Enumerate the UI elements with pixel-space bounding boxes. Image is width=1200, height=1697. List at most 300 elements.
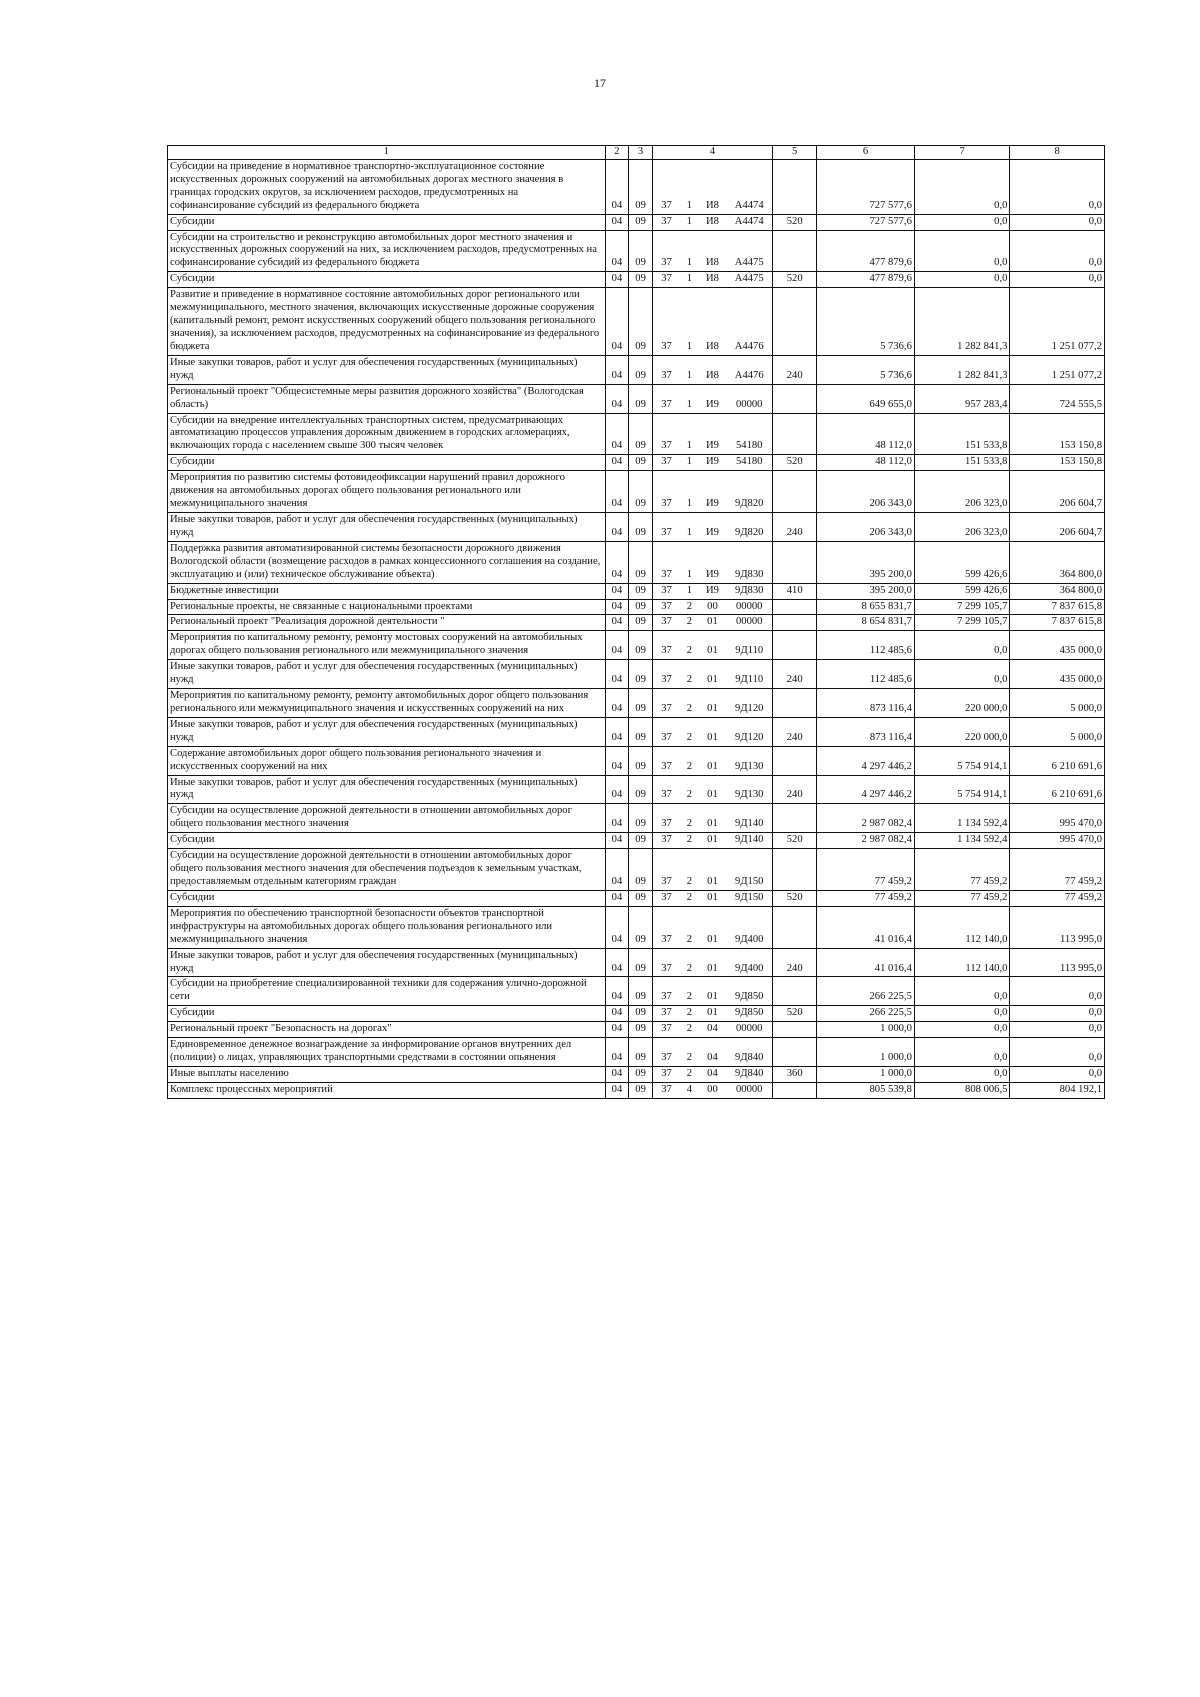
amount-year-3: 0,0 (1010, 272, 1105, 288)
amount-year-3: 77 459,2 (1010, 849, 1105, 891)
project-code: И9 (699, 384, 727, 413)
subsection-code: 09 (629, 599, 653, 615)
amount-year-2: 5 754 914,1 (914, 775, 1010, 804)
program-code: 37 (652, 977, 680, 1006)
row-name: Бюджетные инвестиции (168, 583, 606, 599)
subprogram-code: 4 (680, 1082, 698, 1098)
project-code: 04 (699, 1038, 727, 1067)
subsection-code: 09 (629, 948, 653, 977)
amount-year-3: 364 800,0 (1010, 583, 1105, 599)
subsection-code: 09 (629, 1038, 653, 1067)
direction-code: 9Д110 (726, 660, 772, 689)
program-code: 37 (652, 833, 680, 849)
subsection-code: 09 (629, 689, 653, 718)
section-code: 04 (605, 272, 629, 288)
subsection-code: 09 (629, 660, 653, 689)
project-code: 04 (699, 1067, 727, 1083)
amount-year-3: 1 251 077,2 (1010, 355, 1105, 384)
amount-year-1: 477 879,6 (817, 230, 915, 272)
amount-year-2: 957 283,4 (914, 384, 1010, 413)
program-code: 37 (652, 804, 680, 833)
subprogram-code: 2 (680, 615, 698, 631)
program-code: 37 (652, 689, 680, 718)
section-code: 04 (605, 288, 629, 356)
project-code: 01 (699, 948, 727, 977)
amount-year-1: 2 987 082,4 (817, 804, 915, 833)
amount-year-3: 6 210 691,6 (1010, 746, 1105, 775)
subprogram-code: 2 (680, 977, 698, 1006)
header-row (168, 146, 1105, 160)
expense-type-code: 240 (773, 512, 817, 541)
amount-year-3: 804 192,1 (1010, 1082, 1105, 1098)
project-code: И8 (699, 288, 727, 356)
subprogram-code: 2 (680, 1067, 698, 1083)
row-name: Иные закупки товаров, работ и услуг для обеспечения государственных (муниципальных) нужд (168, 948, 606, 977)
amount-year-2: 0,0 (914, 1006, 1010, 1022)
project-code: И9 (699, 541, 727, 583)
direction-code: 9Д110 (726, 631, 772, 660)
expense-type-code: 240 (773, 775, 817, 804)
program-code: 37 (652, 1067, 680, 1083)
program-code: 37 (652, 1082, 680, 1098)
subprogram-code: 1 (680, 413, 698, 455)
expense-type-code (773, 288, 817, 356)
direction-code: 9Д820 (726, 471, 772, 513)
subsection-code: 09 (629, 455, 653, 471)
expense-type-code (773, 615, 817, 631)
amount-year-1: 77 459,2 (817, 849, 915, 891)
page-number: 17 (594, 76, 606, 90)
amount-year-3: 113 995,0 (1010, 906, 1105, 948)
row-name: Региональный проект "Безопасность на дорогах" (168, 1022, 606, 1038)
project-code: 01 (699, 717, 727, 746)
table-row (168, 214, 1105, 230)
subsection-code: 09 (629, 717, 653, 746)
subsection-code: 09 (629, 272, 653, 288)
direction-code: A4476 (726, 355, 772, 384)
row-name: Поддержка развития автоматизированной системы безопасности дорожного движения Вологодской области (возмещение расходов в рамках концессионного соглашения на создание, эксплуатацию и (или) техническое обслуживание объекта) (168, 541, 606, 583)
row-name: Мероприятия по капитальному ремонту, ремонту мостовых сооружений на автомобильных дорогах общего пользования регионального или межмуниципального значения (168, 631, 606, 660)
project-code: И9 (699, 455, 727, 471)
row-name: Иные закупки товаров, работ и услуг для обеспечения государственных (муниципальных) нужд (168, 512, 606, 541)
section-code: 04 (605, 977, 629, 1006)
amount-year-2: 1 134 592,4 (914, 833, 1010, 849)
amount-year-2: 206 323,0 (914, 512, 1010, 541)
row-name: Комплекс процессных мероприятий (168, 1082, 606, 1098)
subsection-code: 09 (629, 849, 653, 891)
amount-year-1: 206 343,0 (817, 471, 915, 513)
expense-type-code (773, 230, 817, 272)
expense-type-code (773, 977, 817, 1006)
table-body (168, 159, 1105, 1098)
subsection-code: 09 (629, 977, 653, 1006)
section-code: 04 (605, 804, 629, 833)
project-code: 01 (699, 615, 727, 631)
amount-year-1: 805 539,8 (817, 1082, 915, 1098)
direction-code: 9Д400 (726, 948, 772, 977)
amount-year-1: 5 736,6 (817, 288, 915, 356)
direction-code: 9Д830 (726, 583, 772, 599)
amount-year-1: 48 112,0 (817, 455, 915, 471)
amount-year-2: 112 140,0 (914, 906, 1010, 948)
row-name: Иные закупки товаров, работ и услуг для обеспечения государственных (муниципальных) нужд (168, 660, 606, 689)
amount-year-1: 5 736,6 (817, 355, 915, 384)
project-code: 01 (699, 804, 727, 833)
table-row (168, 1082, 1105, 1098)
program-code: 37 (652, 541, 680, 583)
direction-code: A4474 (726, 159, 772, 214)
section-code: 04 (605, 1067, 629, 1083)
subprogram-code: 2 (680, 833, 698, 849)
amount-year-1: 266 225,5 (817, 977, 915, 1006)
subprogram-code: 2 (680, 890, 698, 906)
section-code: 04 (605, 890, 629, 906)
subprogram-code: 1 (680, 214, 698, 230)
direction-code: 9Д850 (726, 977, 772, 1006)
amount-year-2: 77 459,2 (914, 890, 1010, 906)
amount-year-2: 5 754 914,1 (914, 746, 1010, 775)
subprogram-code: 2 (680, 689, 698, 718)
expense-type-code: 520 (773, 833, 817, 849)
subsection-code: 09 (629, 1022, 653, 1038)
subprogram-code: 1 (680, 455, 698, 471)
program-code: 37 (652, 455, 680, 471)
table-row (168, 1067, 1105, 1083)
subprogram-code: 2 (680, 717, 698, 746)
table-row (168, 948, 1105, 977)
table-row (168, 717, 1105, 746)
expense-type-code (773, 384, 817, 413)
direction-code: 9Д150 (726, 890, 772, 906)
direction-code: 9Д140 (726, 833, 772, 849)
amount-year-1: 266 225,5 (817, 1006, 915, 1022)
expense-type-code (773, 804, 817, 833)
direction-code: 9Д820 (726, 512, 772, 541)
amount-year-1: 1 000,0 (817, 1022, 915, 1038)
subsection-code: 09 (629, 1067, 653, 1083)
program-code: 37 (652, 717, 680, 746)
project-code: И9 (699, 413, 727, 455)
program-code: 37 (652, 660, 680, 689)
amount-year-3: 0,0 (1010, 1067, 1105, 1083)
subsection-code: 09 (629, 1082, 653, 1098)
section-code: 04 (605, 615, 629, 631)
table-row (168, 1006, 1105, 1022)
direction-code: A4476 (726, 288, 772, 356)
section-code: 04 (605, 849, 629, 891)
expense-type-code (773, 1082, 817, 1098)
table-row (168, 804, 1105, 833)
direction-code: A4475 (726, 230, 772, 272)
row-name: Региональный проект "Общесистемные меры развития дорожного хозяйства" (Вологодская область) (168, 384, 606, 413)
amount-year-1: 1 000,0 (817, 1067, 915, 1083)
section-code: 04 (605, 746, 629, 775)
subprogram-code: 1 (680, 159, 698, 214)
program-code: 37 (652, 599, 680, 615)
amount-year-2: 0,0 (914, 631, 1010, 660)
direction-code: 9Д140 (726, 804, 772, 833)
amount-year-1: 41 016,4 (817, 948, 915, 977)
row-name: Субсидии (168, 833, 606, 849)
amount-year-2: 151 533,8 (914, 455, 1010, 471)
table-row (168, 599, 1105, 615)
header-cell: 3 (629, 146, 653, 160)
amount-year-1: 112 485,6 (817, 660, 915, 689)
amount-year-3: 435 000,0 (1010, 631, 1105, 660)
section-code: 04 (605, 631, 629, 660)
section-code: 04 (605, 512, 629, 541)
expense-type-code: 520 (773, 890, 817, 906)
amount-year-2: 77 459,2 (914, 849, 1010, 891)
amount-year-1: 873 116,4 (817, 689, 915, 718)
project-code: 01 (699, 746, 727, 775)
subprogram-code: 1 (680, 384, 698, 413)
project-code: 00 (699, 599, 727, 615)
expense-type-code: 410 (773, 583, 817, 599)
expense-type-code (773, 689, 817, 718)
header-cell: 8 (1010, 146, 1105, 160)
amount-year-3: 995 470,0 (1010, 833, 1105, 849)
project-code: И9 (699, 583, 727, 599)
amount-year-1: 41 016,4 (817, 906, 915, 948)
row-name: Субсидии (168, 1006, 606, 1022)
amount-year-3: 206 604,7 (1010, 471, 1105, 513)
subprogram-code: 2 (680, 660, 698, 689)
row-name: Единовременное денежное вознаграждение за информирование органов внутренних дел (полиции) о лицах, управляющих транспортными средствами в состоянии опьянения (168, 1038, 606, 1067)
direction-code: A4474 (726, 214, 772, 230)
project-code: 01 (699, 775, 727, 804)
direction-code: 9Д150 (726, 849, 772, 891)
row-name: Субсидии на внедрение интеллектуальных транспортных систем, предусматривающих автоматизацию процессов управления дорожным движением в городских агломерациях, включающих города с населением свыше 300 тысяч человек (168, 413, 606, 455)
row-name: Иные закупки товаров, работ и услуг для обеспечения государственных (муниципальных) нужд (168, 775, 606, 804)
amount-year-2: 112 140,0 (914, 948, 1010, 977)
section-code: 04 (605, 471, 629, 513)
amount-year-2: 0,0 (914, 660, 1010, 689)
row-name: Субсидии (168, 890, 606, 906)
subsection-code: 09 (629, 384, 653, 413)
subsection-code: 09 (629, 512, 653, 541)
direction-code: 9Д120 (726, 717, 772, 746)
amount-year-2: 206 323,0 (914, 471, 1010, 513)
project-code: 01 (699, 977, 727, 1006)
amount-year-3: 77 459,2 (1010, 890, 1105, 906)
section-code: 04 (605, 833, 629, 849)
amount-year-3: 724 555,5 (1010, 384, 1105, 413)
row-name: Иные закупки товаров, работ и услуг для обеспечения государственных (муниципальных) нужд (168, 355, 606, 384)
section-code: 04 (605, 159, 629, 214)
table-row (168, 631, 1105, 660)
project-code: 01 (699, 660, 727, 689)
expense-type-code: 240 (773, 717, 817, 746)
project-code: 00 (699, 1082, 727, 1098)
amount-year-1: 477 879,6 (817, 272, 915, 288)
direction-code: 9Д840 (726, 1038, 772, 1067)
row-name: Мероприятия по обеспечению транспортной безопасности объектов транспортной инфраструктуры на автомобильных дорогах общего пользования регионального или межмуниципального значения (168, 906, 606, 948)
table-row (168, 413, 1105, 455)
direction-code: 00000 (726, 615, 772, 631)
program-code: 37 (652, 746, 680, 775)
project-code: 01 (699, 906, 727, 948)
program-code: 37 (652, 890, 680, 906)
section-code: 04 (605, 355, 629, 384)
project-code: 01 (699, 849, 727, 891)
project-code: И8 (699, 272, 727, 288)
amount-year-2: 7 299 105,7 (914, 599, 1010, 615)
subprogram-code: 1 (680, 355, 698, 384)
expense-type-code: 360 (773, 1067, 817, 1083)
expense-type-code (773, 746, 817, 775)
row-name: Содержание автомобильных дорог общего пользования регионального значения и искусственных сооружений на них (168, 746, 606, 775)
expense-type-code: 240 (773, 948, 817, 977)
amount-year-1: 8 655 831,7 (817, 599, 915, 615)
project-code: 01 (699, 833, 727, 849)
amount-year-1: 4 297 446,2 (817, 775, 915, 804)
section-code: 04 (605, 660, 629, 689)
table-row (168, 1038, 1105, 1067)
program-code: 37 (652, 512, 680, 541)
direction-code: A4475 (726, 272, 772, 288)
amount-year-3: 7 837 615,8 (1010, 599, 1105, 615)
direction-code: 9Д130 (726, 775, 772, 804)
direction-code: 9Д830 (726, 541, 772, 583)
table-row (168, 230, 1105, 272)
amount-year-2: 599 426,6 (914, 541, 1010, 583)
program-code: 37 (652, 355, 680, 384)
expense-type-code (773, 1022, 817, 1038)
direction-code: 00000 (726, 599, 772, 615)
amount-year-1: 206 343,0 (817, 512, 915, 541)
subprogram-code: 1 (680, 541, 698, 583)
amount-year-3: 153 150,8 (1010, 413, 1105, 455)
table-row (168, 272, 1105, 288)
project-code: 01 (699, 1006, 727, 1022)
amount-year-3: 5 000,0 (1010, 717, 1105, 746)
amount-year-1: 727 577,6 (817, 214, 915, 230)
amount-year-3: 113 995,0 (1010, 948, 1105, 977)
table-row (168, 615, 1105, 631)
subsection-code: 09 (629, 541, 653, 583)
program-code: 37 (652, 906, 680, 948)
direction-code: 9Д840 (726, 1067, 772, 1083)
subprogram-code: 2 (680, 775, 698, 804)
subsection-code: 09 (629, 906, 653, 948)
subsection-code: 09 (629, 615, 653, 631)
project-code: 01 (699, 890, 727, 906)
subprogram-code: 2 (680, 849, 698, 891)
budget-table (167, 145, 1105, 1099)
section-code: 04 (605, 1038, 629, 1067)
program-code: 37 (652, 849, 680, 891)
amount-year-3: 1 251 077,2 (1010, 288, 1105, 356)
expense-type-code (773, 849, 817, 891)
direction-code: 9Д130 (726, 746, 772, 775)
table-row (168, 159, 1105, 214)
direction-code: 9Д400 (726, 906, 772, 948)
project-code: 04 (699, 1022, 727, 1038)
amount-year-3: 5 000,0 (1010, 689, 1105, 718)
row-name: Мероприятия по капитальному ремонту, ремонту автомобильных дорог общего пользования регионального или межмуниципального значения и искусственных сооружений на них (168, 689, 606, 718)
amount-year-1: 649 655,0 (817, 384, 915, 413)
project-code: И9 (699, 512, 727, 541)
project-code: И8 (699, 159, 727, 214)
row-name: Субсидии (168, 272, 606, 288)
subprogram-code: 2 (680, 746, 698, 775)
project-code: И8 (699, 355, 727, 384)
amount-year-1: 112 485,6 (817, 631, 915, 660)
amount-year-3: 0,0 (1010, 1006, 1105, 1022)
subsection-code: 09 (629, 159, 653, 214)
table-row (168, 512, 1105, 541)
amount-year-2: 0,0 (914, 272, 1010, 288)
amount-year-3: 0,0 (1010, 1022, 1105, 1038)
subsection-code: 09 (629, 214, 653, 230)
amount-year-3: 0,0 (1010, 214, 1105, 230)
subsection-code: 09 (629, 775, 653, 804)
subprogram-code: 2 (680, 1006, 698, 1022)
table-row (168, 746, 1105, 775)
program-code: 37 (652, 413, 680, 455)
amount-year-3: 364 800,0 (1010, 541, 1105, 583)
expense-type-code: 520 (773, 455, 817, 471)
amount-year-2: 0,0 (914, 1067, 1010, 1083)
amount-year-3: 995 470,0 (1010, 804, 1105, 833)
header-cell: 5 (773, 146, 817, 160)
subprogram-code: 1 (680, 512, 698, 541)
amount-year-2: 151 533,8 (914, 413, 1010, 455)
subprogram-code: 2 (680, 906, 698, 948)
program-code: 37 (652, 583, 680, 599)
row-name: Субсидии на строительство и реконструкцию автомобильных дорог местного значения и искусственных дорожных сооружений на них, за исключением расходов, предусмотренных на софинансирование субсидий из федерального бюджета (168, 230, 606, 272)
section-code: 04 (605, 1022, 629, 1038)
direction-code: 9Д850 (726, 1006, 772, 1022)
subprogram-code: 1 (680, 288, 698, 356)
section-code: 04 (605, 906, 629, 948)
section-code: 04 (605, 1082, 629, 1098)
amount-year-2: 1 134 592,4 (914, 804, 1010, 833)
subsection-code: 09 (629, 471, 653, 513)
section-code: 04 (605, 455, 629, 471)
program-code: 37 (652, 230, 680, 272)
program-code: 37 (652, 615, 680, 631)
amount-year-1: 1 000,0 (817, 1038, 915, 1067)
amount-year-3: 153 150,8 (1010, 455, 1105, 471)
program-code: 37 (652, 288, 680, 356)
section-code: 04 (605, 413, 629, 455)
table-row (168, 775, 1105, 804)
expense-type-code: 240 (773, 660, 817, 689)
header-cell: 1 (168, 146, 606, 160)
program-code: 37 (652, 471, 680, 513)
amount-year-2: 1 282 841,3 (914, 288, 1010, 356)
amount-year-1: 2 987 082,4 (817, 833, 915, 849)
direction-code: 54180 (726, 413, 772, 455)
table-row (168, 455, 1105, 471)
section-code: 04 (605, 689, 629, 718)
table-row (168, 849, 1105, 891)
amount-year-1: 4 297 446,2 (817, 746, 915, 775)
amount-year-3: 435 000,0 (1010, 660, 1105, 689)
amount-year-3: 0,0 (1010, 977, 1105, 1006)
table-row (168, 288, 1105, 356)
direction-code: 54180 (726, 455, 772, 471)
amount-year-2: 0,0 (914, 159, 1010, 214)
amount-year-2: 220 000,0 (914, 689, 1010, 718)
amount-year-2: 599 426,6 (914, 583, 1010, 599)
subprogram-code: 1 (680, 471, 698, 513)
table-row (168, 471, 1105, 513)
subprogram-code: 2 (680, 804, 698, 833)
section-code: 04 (605, 775, 629, 804)
